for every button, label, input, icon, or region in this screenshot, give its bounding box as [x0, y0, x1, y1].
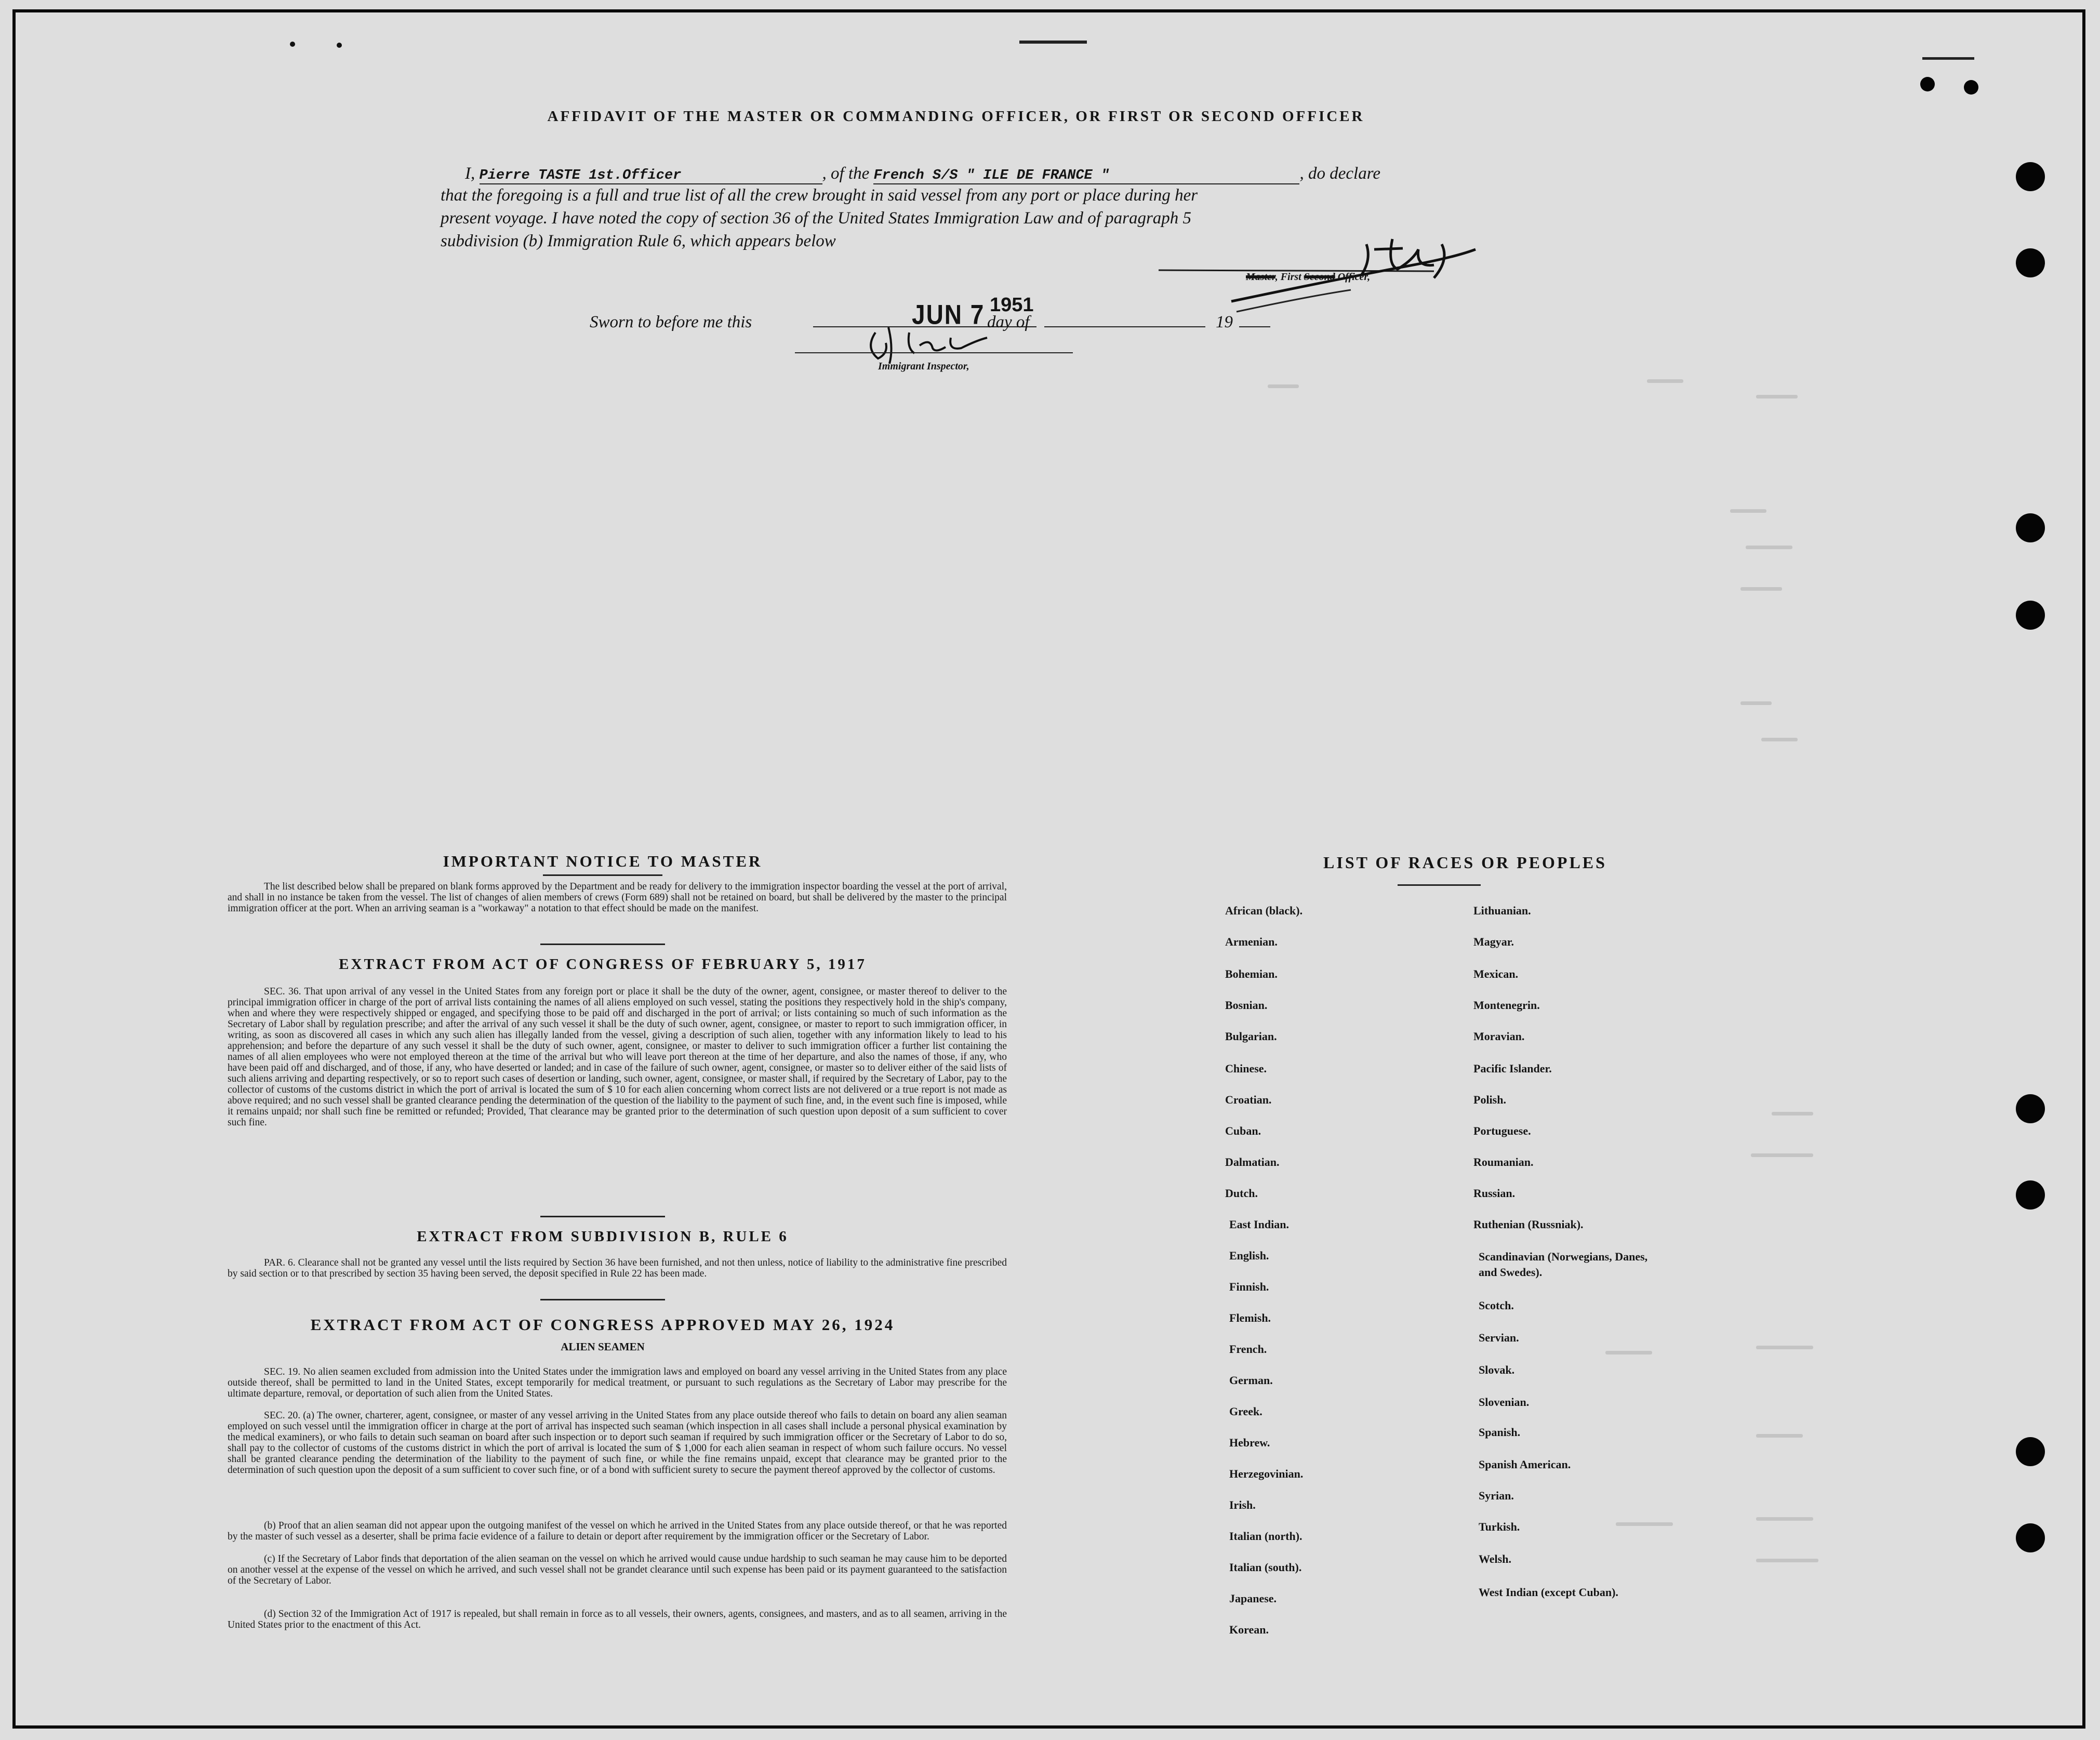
bleed-through	[1756, 1434, 1803, 1438]
race-left-item: Irish.	[1229, 1498, 1256, 1511]
bleed-through	[1740, 701, 1772, 705]
race-left-item: German.	[1229, 1374, 1273, 1387]
extract-1924-sec20d: (d) Section 32 of the Immigration Act of 1917 is repealed, but shall remain in force as to all vessels, their owners, agents, consignees, and masters, and as to all seamen, arriving in the United States prior to the enactment of this Act.	[228, 1609, 1007, 1630]
race-left-item: Greek.	[1229, 1405, 1262, 1418]
races-rule	[1398, 884, 1481, 886]
race-right-item: Pacific Islander.	[1473, 1062, 1552, 1075]
bleed-through	[1730, 509, 1766, 513]
race-right-item: Syrian.	[1479, 1489, 1514, 1502]
bleed-through	[1647, 379, 1683, 383]
officer-name-field: Pierre TASTE 1st.Officer	[480, 168, 822, 184]
race-left-item: Korean.	[1229, 1623, 1269, 1636]
race-right-item: Spanish.	[1479, 1426, 1521, 1439]
date-stamp: JUN 7	[912, 299, 985, 330]
bleed-through	[1268, 384, 1299, 388]
top-mark	[1922, 57, 1974, 60]
race-left-item: Dutch.	[1225, 1187, 1258, 1200]
bleed-through	[1605, 1351, 1652, 1354]
officer-label: Officer,	[1337, 271, 1371, 283]
punch-hole	[2016, 1437, 2045, 1466]
divider	[540, 944, 665, 945]
race-left-item: Flemish.	[1229, 1311, 1271, 1324]
bleed-through	[1616, 1522, 1673, 1526]
affidavit-line-3: present voyage. I have noted the copy of section 36 of the United States Immigration Law and of paragraph 5	[441, 209, 1192, 228]
year-prefix: 19	[1216, 313, 1233, 331]
bleed-through	[1756, 1346, 1813, 1349]
punch-hole	[2016, 1094, 2045, 1123]
race-left-item: French.	[1229, 1343, 1267, 1356]
race-right-item: Spanish American.	[1479, 1458, 1571, 1471]
race-left-item: Japanese.	[1229, 1592, 1277, 1605]
bleed-through	[1761, 738, 1798, 741]
race-left-item: Bohemian.	[1225, 967, 1278, 980]
vessel-name-field: French S/S " ILE DE FRANCE "	[873, 168, 1299, 184]
notice-title: IMPORTANT NOTICE TO MASTER	[443, 852, 763, 870]
second-struck: Second	[1304, 271, 1335, 283]
race-left-item: Dalmatian.	[1225, 1155, 1280, 1168]
race-left-item: Italian (south).	[1229, 1561, 1302, 1574]
race-right-item: Magyar.	[1473, 935, 1514, 948]
extract-1924-subtitle: ALIEN SEAMEN	[561, 1340, 645, 1353]
bleed-through	[1756, 395, 1798, 399]
day-of-label: day of	[987, 313, 1030, 331]
race-left-item: English.	[1229, 1249, 1269, 1262]
race-right-item: Welsh.	[1479, 1552, 1511, 1565]
race-right-item: Montenegrin.	[1473, 999, 1540, 1012]
punch-hole	[2016, 1180, 2045, 1210]
punch-hole	[1964, 80, 1978, 95]
affidavit-of-the: , of the	[822, 164, 870, 183]
race-left-item: Chinese.	[1225, 1062, 1267, 1075]
race-left-item: Cuban.	[1225, 1124, 1261, 1137]
punch-hole	[2016, 513, 2045, 542]
race-right-item: Scandinavian (Norwegians, Danes, and Swedes).	[1479, 1250, 1648, 1279]
bleed-through	[1746, 546, 1792, 549]
race-right-item: West Indian (except Cuban).	[1479, 1586, 1618, 1599]
first-label: , First	[1275, 271, 1301, 283]
divider	[540, 1216, 665, 1217]
inspector-label: Immigrant Inspector,	[878, 361, 969, 372]
punch-hole	[2016, 1523, 2045, 1552]
races-title: LIST OF RACES OR PEOPLES	[1323, 853, 1607, 872]
race-left-item: Hebrew.	[1229, 1436, 1270, 1449]
race-right-item: Roumanian.	[1473, 1155, 1534, 1168]
race-right-item: Slovak.	[1479, 1363, 1515, 1376]
affidavit-declaration-line	[465, 164, 1380, 184]
affidavit-do-declare: , do declare	[1299, 164, 1380, 183]
race-right-item: Portuguese.	[1473, 1124, 1531, 1137]
date-stamp-year: 1951	[990, 294, 1034, 316]
race-right-item: Polish.	[1473, 1093, 1506, 1106]
extract-1917-title: EXTRACT FROM ACT OF CONGRESS OF FEBRUARY 5, 1917	[339, 956, 867, 973]
signature-title	[1246, 271, 1370, 283]
inspector-signature-line	[795, 352, 1073, 353]
race-right-item: Turkish.	[1479, 1520, 1520, 1533]
race-right-item: Slovenian.	[1479, 1396, 1530, 1409]
punch-hole	[2016, 162, 2045, 191]
race-left-item: Herzegovinian.	[1229, 1467, 1304, 1480]
scan-speck	[337, 43, 342, 48]
race-left-item: Bulgarian.	[1225, 1030, 1277, 1043]
race-left-item: African (black).	[1225, 904, 1303, 917]
punch-hole	[2016, 248, 2045, 277]
race-right-item: Moravian.	[1473, 1030, 1525, 1043]
extract-1924-sec20a: SEC. 20. (a) The owner, charterer, agent, consignee, or master of any vessel arriving in the United States from any place outside thereof who fails to detain on board any alien seaman employed on such vessel until the immigration officer in charge at the port of arrival has inspected such seaman (which inspection in all cases shall include a personal physical examination by the medical examiners), or who fails to detain such seaman on board after such inspection or to deport such seaman if required by such immigration officer or the Secretary of Labor to do so, shall pay to the collector of customs of the customs district in which the port of arrival is located the sum of $ 1,000 for each alien seaman in respect of whom such failure occurs. No vessel shall be granted clearance pending the determination of the liability to the payment of such fine, or while the fine remains unpaid, except that clearance may be granted prior to the determination of such question upon the deposit of a sum sufficient to cover such fine, or of a bond with sufficient surety to secure the payment thereof approved by the collector of customs.	[228, 1410, 1007, 1476]
top-mark	[1019, 41, 1087, 44]
bleed-through	[1740, 587, 1782, 591]
extract-1924-title: EXTRACT FROM ACT OF CONGRESS APPROVED MAY 26, 1924	[310, 1316, 895, 1334]
extract-1924-sec20b: (b) Proof that an alien seaman did not appear upon the outgoing manifest of the vessel on which he arrived in the United States from any place outside thereof, or that he was reported by the master of such vessel as a deserter, shall be prima facie evidence of a failure to detain or deport after requirement by the immigration officer or the Secretary of Labor.	[228, 1520, 1007, 1542]
master-struck: Master	[1246, 271, 1275, 283]
race-left-item: Bosnian.	[1225, 999, 1268, 1012]
rule6-title: EXTRACT FROM SUBDIVISION B, RULE 6	[417, 1228, 789, 1245]
extract-1917-text: SEC. 36. That upon arrival of any vessel in the United States from any foreign port or place it shall be the duty of the owner, agent, consignee, or master thereof to deliver to the principal immigration officer in charge of the port of arrival lists containing the names of all aliens employed on such vessel, stating the positions they respectively hold in the ship's company, when and where they were respectively shipped or engaged, and specifying those to be paid off and discharged in the port of arrival; or lists containing so much of such information as the Secretary of Labor shall by regulation prescribe; and after the arrival of any such vessel it shall be the duty of such owner, agent, consignee, or master to report to such immigration officer, in writing, as soon as discovered all cases in which any such alien has illegally landed from the vessel, giving a description of such alien, together with any information likely to lead to his apprehension; and before the departure of any such vessel it shall be the duty of such owner, agent, consignee, or master to deliver to such immigration officer a further list containing the names of all alien employees who were not employed thereon at the time of the arrival but who will leave port thereon at the time of her departure, and also the names of those, if any, who have been paid off and discharged, and of those, if any, who have deserted or landed; and in case of the failure of such owner, agent, consignee, or master so to deliver either of the said lists of such aliens arriving and departing respectively, or so to report such cases of desertion or landing, such owner, agent, consignee, or master shall, if required by the Secretary of Labor, pay to the collector of customs of the customs district in which the port of arrival is located the sum of $ 10 for each alien concerning whom correct lists are not delivered or a true report is not made as above required; and no such vessel shall be granted clearance pending the determination of the question of the liability to the payment of such fine, and, in the event such fine is imposed, while it remains unpaid; nor shall such fine be remitted or refunded; Provided, That clearance may be granted prior to the determination of such question upon deposit of a sum sufficient to cover such fine.	[228, 986, 1007, 1128]
punch-hole	[2016, 601, 2045, 630]
race-left-item: Finnish.	[1229, 1280, 1269, 1293]
punch-hole	[1920, 77, 1935, 91]
divider	[540, 1299, 665, 1300]
race-right-item: Russian.	[1473, 1187, 1516, 1200]
race-right-item: Lithuanian.	[1473, 904, 1531, 917]
affidavit-title: AFFIDAVIT OF THE MASTER OR COMMANDING OFFICER, OR FIRST OR SECOND OFFICER	[547, 108, 1365, 125]
affidavit-line-2: that the foregoing is a full and true list of all the crew brought in said vessel from any port or place during her	[441, 186, 1198, 205]
race-right-item: Servian.	[1479, 1331, 1519, 1344]
race-right-item: Ruthenian (Russniak).	[1473, 1218, 1584, 1231]
affidavit-line-4: subdivision (b) Immigration Rule 6, which appears below	[441, 232, 836, 250]
rule6-text: PAR. 6. Clearance shall not be granted any vessel until the lists required by Section 36 have been furnished, and not then unless, notice of liability to the administrative fine prescribed by said section or to that prescribed by section 35 having been served, the deposit specified in Rule 22 has been made.	[228, 1257, 1007, 1279]
bleed-through	[1751, 1153, 1813, 1157]
bleed-through	[1772, 1112, 1813, 1115]
extract-1924-sec19: SEC. 19. No alien seamen excluded from admission into the United States under the immigration laws and employed on board any vessel arriving in the United States from any place outside thereof, shall be permitted to land in the United States, except temporarily for medical treatment, or pursuant to such regulations as the Secretary of Labor may prescribe for the ultimate departure, removal, or deportation of such alien from the United States.	[228, 1366, 1007, 1399]
race-left-item: Italian (north).	[1229, 1530, 1302, 1543]
sworn-label: Sworn to before me this	[590, 313, 752, 331]
race-right-item: Scotch.	[1479, 1299, 1514, 1312]
race-left-item: Croatian.	[1225, 1093, 1272, 1106]
notice-rule	[543, 874, 662, 876]
year-blank	[1239, 326, 1270, 327]
race-right-item: Mexican.	[1473, 967, 1519, 980]
bleed-through	[1756, 1517, 1813, 1521]
race-left-item: Armenian.	[1225, 935, 1278, 948]
affidavit-i: I,	[465, 164, 475, 183]
race-left-item: East Indian.	[1229, 1218, 1289, 1231]
scan-speck	[290, 42, 295, 47]
bleed-through	[1756, 1559, 1818, 1562]
extract-1924-sec20c: (c) If the Secretary of Labor finds that deportation of the alien seaman on the vessel on which he arrived would cause undue hardship to such seaman he may cause him to be deported on another vessel at the expense of the vessel on which he arrived, and such vessel shall not be grandet clearance until such expense has been paid or its payment guaranteed to the satisfaction of the Secretary of Labor.	[228, 1553, 1007, 1586]
notice-text: The list described below shall be prepared on blank forms approved by the Department and be ready for delivery to the immigration inspector boarding the vessel at the port of arrival, and shall in no instance be taken from the vessel. The list of changes of alien members of crews (Form 689) shall not be retained on board, but shall be delivered by the master to the principal immigration officer at the port. When an arriving seaman is a "workaway" a notation to that effect should be made on the manifest.	[228, 881, 1007, 914]
